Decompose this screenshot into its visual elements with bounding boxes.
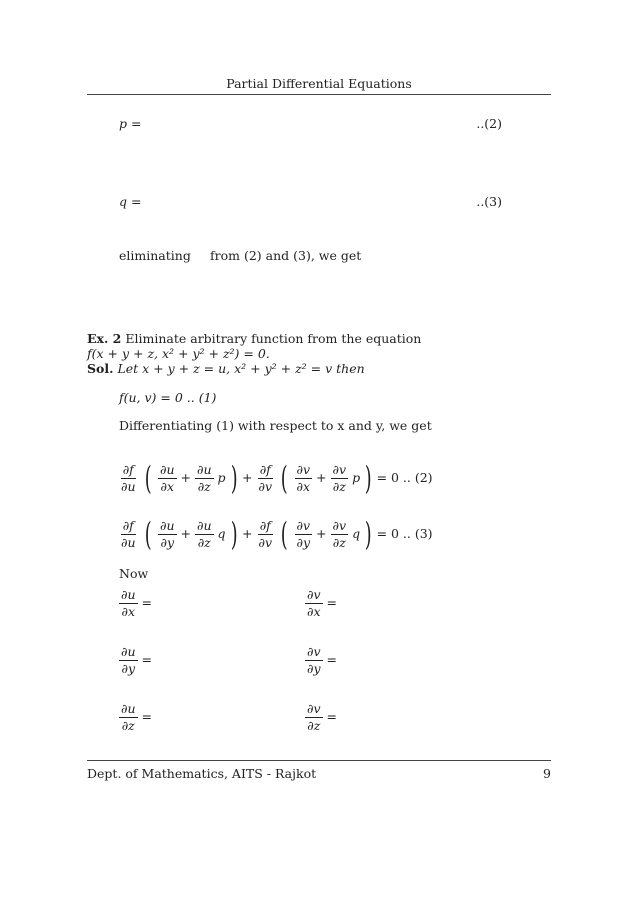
p-equals: p = xyxy=(119,116,142,131)
eq-tag-3: ..(3) xyxy=(476,194,502,209)
example-statement: Eliminate arbitrary function from the equation xyxy=(125,331,422,346)
page-header-title: Partial Differential Equations xyxy=(226,76,412,91)
frac-dv-dz-2: $\frac{\partial v}{\partial z}$ xyxy=(332,517,347,550)
equation-3: $\frac{\partial f}{\partial u}$ ( $\frac{\partial u}{\partial y}$ + $\frac{\partial u}{\partial z}$ q ) + $\frac{\partial f}{\partial v}$ ( $\frac{\partial v}{\partial y}$ + $\frac{\partial v}{\partial z}$ q ) = 0 .. (3) xyxy=(121,515,433,553)
example-statement-line xyxy=(87,333,421,346)
du-dz-line: $\frac{\partial u}{\partial z}$ = xyxy=(121,701,152,733)
now-label: Now xyxy=(119,566,149,581)
dv-dy-line: $\frac{\partial v}{\partial y}$ = xyxy=(307,644,338,676)
footer-department: Dept. of Mathematics, AITS - Rajkot xyxy=(87,766,317,781)
equation-1: f(u, v) = 0 .. (1) xyxy=(119,390,217,405)
equation-2: $\frac{\partial f}{\partial u}$ ( $\frac{\partial u}{\partial x}$ + $\frac{\partial u}{\partial z}$ p ) + $\frac{\partial f}{\partial v}$ ( $\frac{\partial v}{\partial x}$ + $\frac{\partial v}{\partial z}$ p ) = 0 .. (2) xyxy=(121,459,433,497)
eq-tag-2: ..(2) xyxy=(476,116,502,131)
frac-df-dv-2: $\frac{\partial f}{\partial v}$ xyxy=(258,517,273,550)
example-equation: f(x + y + z, x² + y² + z²) = 0. xyxy=(87,346,270,361)
header-rule xyxy=(87,94,551,95)
frac-df-du: $\frac{\partial f}{\partial u}$ xyxy=(121,461,136,494)
solution-label: Sol. xyxy=(87,361,114,376)
frac-df-du-2: $\frac{\partial f}{\partial u}$ xyxy=(121,517,136,550)
eq2-tag: = 0 .. (2) xyxy=(376,469,433,485)
frac-du-dy: $\frac{\partial u}{\partial y}$ xyxy=(160,517,175,550)
eq3-tag: = 0 .. (3) xyxy=(376,525,433,541)
example-label: Ex. 2 xyxy=(87,331,122,346)
frac-du-dz: $\frac{\partial u}{\partial z}$ xyxy=(197,461,212,494)
footer-rule xyxy=(87,760,551,761)
footer-page-number: 9 xyxy=(543,766,551,781)
frac-du-dz-2: $\frac{\partial u}{\partial z}$ xyxy=(197,517,212,550)
solution-text: Let x + y + z = u, x² + y² + z² = v then xyxy=(117,361,365,376)
frac-dv-dz: $\frac{\partial v}{\partial z}$ xyxy=(332,461,347,494)
dv-dz-line: $\frac{\partial v}{\partial z}$ = xyxy=(307,701,338,733)
du-dy-line: $\frac{\partial u}{\partial y}$ = xyxy=(121,644,152,676)
du-dx-line: $\frac{\partial u}{\partial x}$ = xyxy=(121,587,152,619)
frac-dv-dx: $\frac{\partial v}{\partial x}$ xyxy=(296,461,311,494)
frac-du-dx: $\frac{\partial u}{\partial x}$ xyxy=(160,461,175,494)
dv-dx-line: $\frac{\partial v}{\partial x}$ = xyxy=(307,587,338,619)
q-equals: q = xyxy=(119,194,142,209)
frac-df-dv: $\frac{\partial f}{\partial v}$ xyxy=(258,461,273,494)
differentiating-text: Differentiating (1) with respect to x and y, we get xyxy=(119,418,432,433)
frac-dv-dy: $\frac{\partial v}{\partial y}$ xyxy=(296,517,311,550)
eliminating-word: eliminating xyxy=(119,248,191,263)
eliminating-rest: from (2) and (3), we get xyxy=(210,248,362,263)
solution-line xyxy=(87,363,365,376)
